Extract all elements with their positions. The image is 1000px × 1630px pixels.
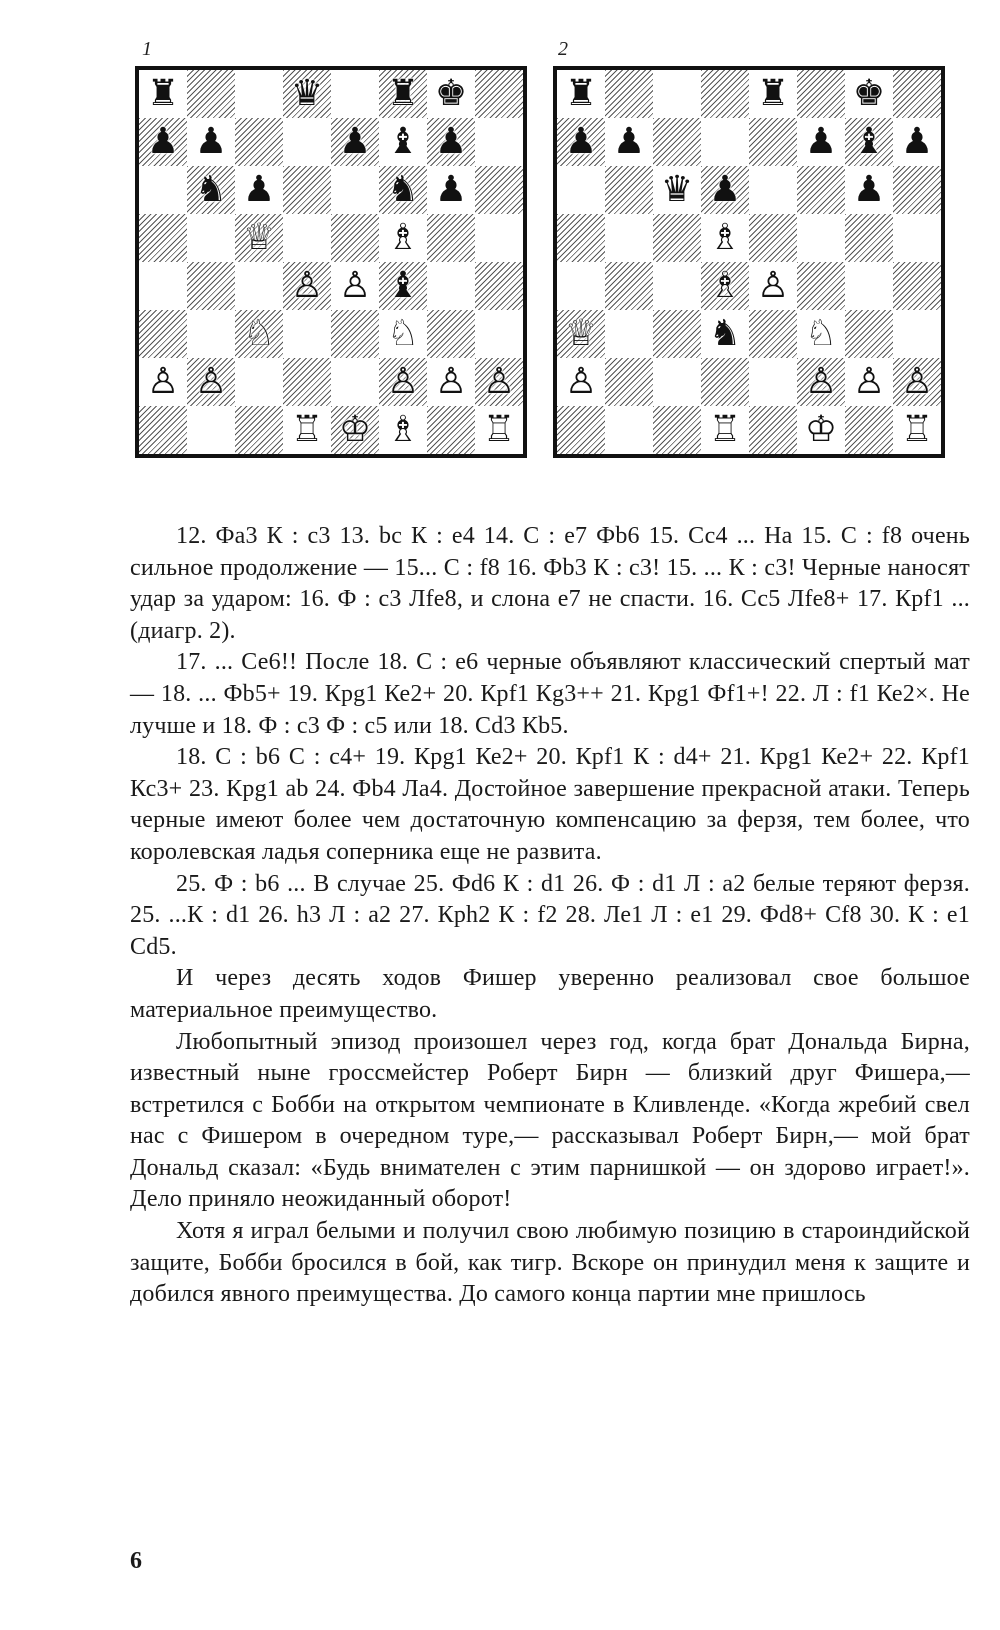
board-square <box>139 262 187 310</box>
board-square <box>379 406 427 454</box>
diagram-1-number: 1 <box>142 38 152 60</box>
chess-piece-icon: ♚ <box>852 73 886 114</box>
board-square <box>235 310 283 358</box>
board-square <box>701 70 749 118</box>
board-square <box>427 358 475 406</box>
chess-piece-icon: ♙ <box>804 361 838 402</box>
chess-piece-icon: ♘ <box>242 313 276 354</box>
board-square <box>605 310 653 358</box>
board-square <box>653 406 701 454</box>
chess-piece-icon: ♖ <box>708 409 742 450</box>
board-square <box>139 358 187 406</box>
board-square <box>605 406 653 454</box>
board-square <box>701 262 749 310</box>
chess-piece-icon: ♙ <box>338 265 372 306</box>
board-square <box>701 406 749 454</box>
board-square <box>331 406 379 454</box>
board-square <box>749 262 797 310</box>
board-square <box>845 166 893 214</box>
board-square <box>475 406 523 454</box>
board-square <box>893 310 941 358</box>
board-square <box>283 262 331 310</box>
board-square <box>893 70 941 118</box>
paragraph: 25. Ф : b6 ... В случае 25. Фd6 К : d1 26. Ф : d1 Л : а2 белые теряют ферзя. 25. ...К : d1 26. h3 Л : а2 27. Крh2 К : f2 28. Ле1 Л : е1 29. Фd8+ Сf8 30. К : е1 Сd5. <box>130 870 970 960</box>
board-square <box>331 70 379 118</box>
board-square <box>557 166 605 214</box>
chess-piece-icon: ♙ <box>852 361 886 402</box>
board-square <box>605 166 653 214</box>
chess-piece-icon: ♟ <box>852 169 886 210</box>
chess-piece-icon: ♙ <box>146 361 180 402</box>
board-square <box>557 214 605 262</box>
board-square <box>653 262 701 310</box>
chess-piece-icon: ♛ <box>290 73 324 114</box>
board-square <box>845 118 893 166</box>
board-square <box>797 406 845 454</box>
chess-piece-icon: ♟ <box>434 121 468 162</box>
chess-piece-icon: ♙ <box>386 361 420 402</box>
board-square <box>283 70 331 118</box>
board-square <box>139 406 187 454</box>
board-square <box>235 262 283 310</box>
paragraph: 12. Фа3 К : с3 13. bc К : е4 14. С : е7 Фb6 15. Сс4 ... На 15. С : f8 очень сильное продолжение — 15... С : f8 16. Фb3 К : с3! 15. ... К : с3! Черные наносят удар за ударом: 16. Ф : с3 Лfе8, и слона е7 не спасти. 16. Сс5 Лfе8+ 17. Крf1 ... (диагр. 2). <box>130 523 970 644</box>
board-square <box>845 358 893 406</box>
board-square <box>605 358 653 406</box>
chess-piece-icon: ♝ <box>386 265 420 306</box>
board-square <box>653 214 701 262</box>
chess-diagram-1 <box>135 66 527 458</box>
body-text <box>130 521 970 1311</box>
board-square <box>557 262 605 310</box>
board-square <box>331 214 379 262</box>
board-square <box>797 358 845 406</box>
board-square <box>797 214 845 262</box>
board-square <box>653 166 701 214</box>
chess-piece-icon: ♕ <box>564 313 598 354</box>
board-square <box>187 406 235 454</box>
board-square <box>475 70 523 118</box>
board-square <box>475 358 523 406</box>
chess-piece-icon: ♜ <box>386 73 420 114</box>
board-square <box>427 262 475 310</box>
board-square <box>427 70 475 118</box>
board-square <box>557 310 605 358</box>
chess-piece-icon: ♗ <box>386 217 420 258</box>
board-square <box>331 166 379 214</box>
chess-piece-icon: ♗ <box>708 217 742 258</box>
board-square <box>701 166 749 214</box>
board-square <box>749 118 797 166</box>
board-square <box>139 310 187 358</box>
board-square <box>475 214 523 262</box>
paragraph: 18. С : b6 С : с4+ 19. Крg1 Ке2+ 20. Крf1 К : d4+ 21. Крg1 Ке2+ 22. Крf1 Кс3+ 23. Крg1 ab 24. Фb4 Ла4. Достойное завершение прекрасной атаки. Теперь черные имеют более чем достаточную компенсацию за ферзя, тем более, что королевская ладья соперника еще не развита. <box>130 744 970 865</box>
board-square <box>139 166 187 214</box>
board-square <box>379 262 427 310</box>
board-square <box>187 310 235 358</box>
board-square <box>331 310 379 358</box>
board-square <box>893 118 941 166</box>
board-square <box>605 262 653 310</box>
board-square <box>379 310 427 358</box>
board-square <box>283 118 331 166</box>
board-square <box>427 166 475 214</box>
chess-piece-icon: ♞ <box>386 169 420 210</box>
board-square <box>475 166 523 214</box>
chess-piece-icon: ♙ <box>290 265 324 306</box>
board-square <box>283 166 331 214</box>
board-square <box>893 262 941 310</box>
chess-piece-icon: ♔ <box>804 409 838 450</box>
board-square <box>379 70 427 118</box>
board-square <box>701 358 749 406</box>
chess-piece-icon: ♟ <box>900 121 934 162</box>
board-square <box>653 358 701 406</box>
chess-piece-icon: ♖ <box>482 409 516 450</box>
board-square <box>893 406 941 454</box>
diagram-2-number: 2 <box>558 38 568 60</box>
board-square <box>187 262 235 310</box>
chess-piece-icon: ♟ <box>612 121 646 162</box>
board-square <box>797 166 845 214</box>
paragraph: Хотя я играл белыми и получил свою любимую позицию в староиндийской защите, Бобби бросился в бой, как тигр. Вскоре он принудил меня к защите и добился явного преимущества. До самого конца партии мне пришлось <box>130 1218 970 1308</box>
board-square <box>187 118 235 166</box>
board-square <box>235 166 283 214</box>
board-square <box>653 118 701 166</box>
board-square <box>187 214 235 262</box>
chess-piece-icon: ♟ <box>146 121 180 162</box>
board-square <box>187 358 235 406</box>
board-square <box>749 310 797 358</box>
board-square <box>749 358 797 406</box>
board-square <box>379 166 427 214</box>
board-square <box>475 310 523 358</box>
chess-piece-icon: ♖ <box>290 409 324 450</box>
chess-piece-icon: ♙ <box>482 361 516 402</box>
board-square <box>235 214 283 262</box>
board-square <box>427 406 475 454</box>
chess-piece-icon: ♕ <box>242 217 276 258</box>
chess-piece-icon: ♟ <box>564 121 598 162</box>
board-square <box>749 214 797 262</box>
board-square <box>187 166 235 214</box>
board-square <box>139 214 187 262</box>
chess-piece-icon: ♟ <box>434 169 468 210</box>
chess-piece-icon: ♟ <box>708 169 742 210</box>
chess-piece-icon: ♜ <box>564 73 598 114</box>
board-square <box>605 214 653 262</box>
board-square <box>139 70 187 118</box>
board-square <box>475 118 523 166</box>
board-square <box>749 166 797 214</box>
board-square <box>797 118 845 166</box>
page-number: 6 <box>130 1548 142 1574</box>
board-square <box>235 406 283 454</box>
board-square <box>235 70 283 118</box>
board-square <box>701 214 749 262</box>
board-square <box>331 262 379 310</box>
board-square <box>379 214 427 262</box>
board-square <box>845 406 893 454</box>
paragraph: Любопытный эпизод произошел через год, когда брат Дональда Бирна, известный ныне гроссмейстер Роберт Бирн — близкий друг Фишера,— встретился с Бобби на открытом чемпионате в Кливленде. «Когда жребий свел нас с Фишером в очередном туре,— рассказывал Роберт Бирн,— мой брат Дональд сказал: «Будь внимателен с этим парнишкой — он здорово играет!». Дело приняло неожиданный оборот! <box>130 1028 970 1213</box>
chess-piece-icon: ♙ <box>756 265 790 306</box>
chess-piece-icon: ♝ <box>386 121 420 162</box>
board-square <box>427 214 475 262</box>
board-square <box>893 214 941 262</box>
board-square <box>701 118 749 166</box>
board-square <box>701 310 749 358</box>
board-square <box>797 262 845 310</box>
chess-piece-icon: ♜ <box>756 73 790 114</box>
chess-piece-icon: ♝ <box>852 121 886 162</box>
chess-piece-icon: ♞ <box>708 313 742 354</box>
board-square <box>379 358 427 406</box>
chess-piece-icon: ♙ <box>434 361 468 402</box>
board-square <box>653 310 701 358</box>
board-square <box>893 358 941 406</box>
board-square <box>749 70 797 118</box>
board-square <box>557 118 605 166</box>
board-square <box>283 310 331 358</box>
board-square <box>605 70 653 118</box>
chess-piece-icon: ♟ <box>194 121 228 162</box>
board-square <box>557 358 605 406</box>
chess-piece-icon: ♘ <box>804 313 838 354</box>
board-square <box>653 70 701 118</box>
board-square <box>557 70 605 118</box>
chess-piece-icon: ♞ <box>194 169 228 210</box>
board-square <box>845 214 893 262</box>
board-square <box>893 166 941 214</box>
board-square <box>427 310 475 358</box>
chess-piece-icon: ♛ <box>660 169 694 210</box>
board-square <box>331 118 379 166</box>
board-square <box>557 406 605 454</box>
chess-piece-icon: ♚ <box>434 73 468 114</box>
chess-piece-icon: ♔ <box>338 409 372 450</box>
board-square <box>845 310 893 358</box>
chess-piece-icon: ♘ <box>386 313 420 354</box>
board-square <box>845 262 893 310</box>
board-square <box>283 214 331 262</box>
board-square <box>427 118 475 166</box>
board-square <box>845 70 893 118</box>
chess-piece-icon: ♟ <box>804 121 838 162</box>
chess-piece-icon: ♙ <box>900 361 934 402</box>
chess-piece-icon: ♟ <box>338 121 372 162</box>
chess-piece-icon: ♙ <box>564 361 598 402</box>
board-square <box>379 118 427 166</box>
chess-piece-icon: ♖ <box>900 409 934 450</box>
board-square <box>187 70 235 118</box>
board-square <box>797 310 845 358</box>
paragraph: И через десять ходов Фишер уверенно реализовал свое большое материальное преимущество. <box>130 965 970 1023</box>
board-square <box>331 358 379 406</box>
chess-piece-icon: ♟ <box>242 169 276 210</box>
chess-piece-icon: ♗ <box>386 409 420 450</box>
board-square <box>235 358 283 406</box>
paragraph: 17. ... Се6!! После 18. С : е6 черные объявляют классический спертый мат — 18. ... Фb5+ 19. Крg1 Ке2+ 20. Крf1 Кg3++ 21. Крg1 Фf1+! 22. Л : f1 Ке2×. Не лучше и 18. Ф : с3 Ф : с5 или 18. Сd3 Кb5. <box>130 649 970 739</box>
board-square <box>283 358 331 406</box>
board-square <box>283 406 331 454</box>
board-square <box>605 118 653 166</box>
chess-piece-icon: ♙ <box>194 361 228 402</box>
board-square <box>797 70 845 118</box>
chess-diagram-2 <box>553 66 945 458</box>
board-square <box>475 262 523 310</box>
board-square <box>749 406 797 454</box>
chess-piece-icon: ♗ <box>708 265 742 306</box>
board-square <box>235 118 283 166</box>
chess-piece-icon: ♜ <box>146 73 180 114</box>
board-square <box>139 118 187 166</box>
